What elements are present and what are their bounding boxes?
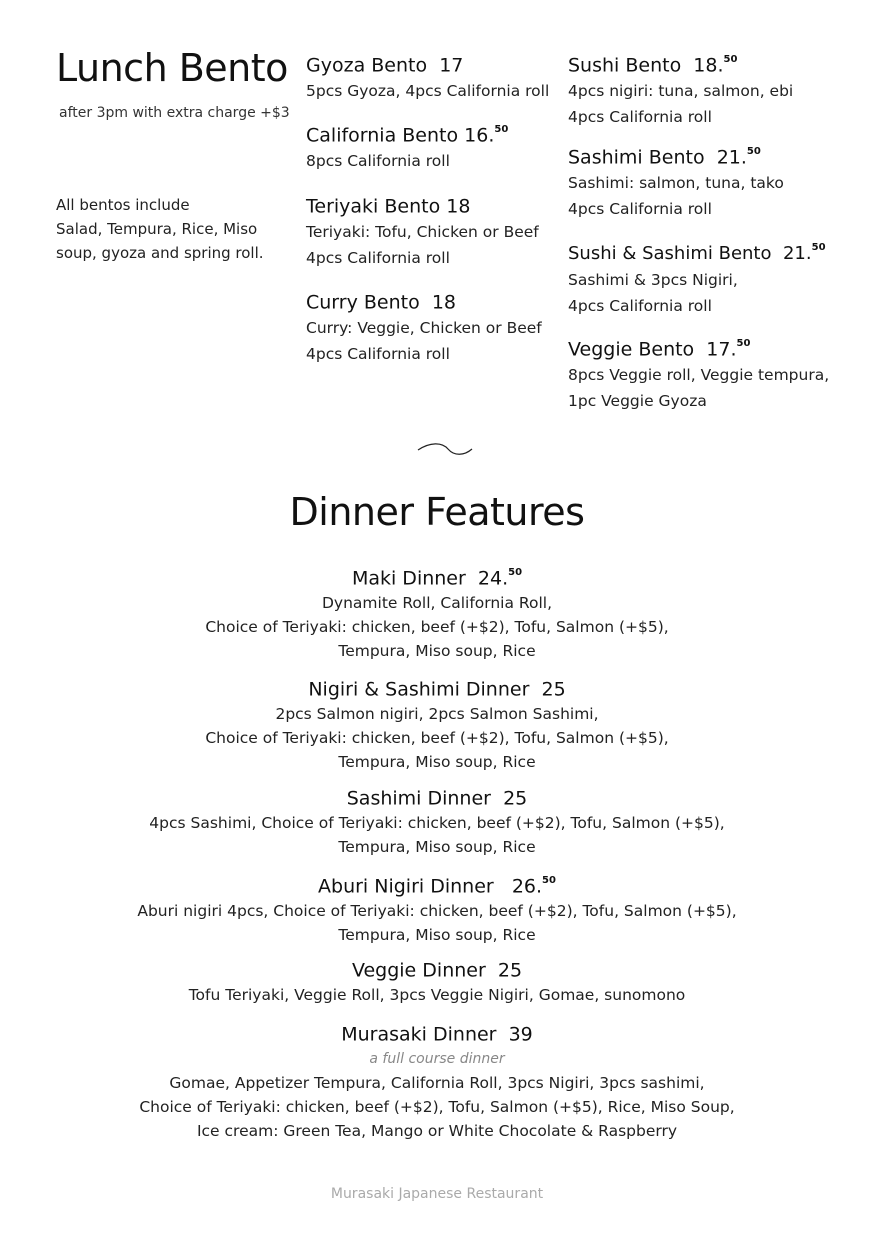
menu-item-california-bento: [306, 119, 508, 174]
menu-item-curry-bento: [306, 286, 542, 367]
menu-item-sushi-sashimi-bento: [568, 237, 826, 319]
menu-item-nigiri-sashimi-dinner: [0, 673, 874, 774]
item-desc: 5pcs Gyoza, 4pcs California roll: [306, 82, 550, 101]
item-desc: 4pcs nigiri: tuna, salmon, ebi: [568, 82, 794, 101]
item-name: Veggie Bento 17.50: [568, 338, 751, 361]
item-desc: Tempura, Miso soup, Rice: [338, 642, 536, 661]
item-subtitle: a full course dinner: [369, 1051, 505, 1068]
item-desc: Choice of Teriyaki: chicken, beef (+$2), Tofu, Salmon (+$5), Rice, Miso Soup,: [139, 1098, 735, 1117]
footer-restaurant-name: Murasaki Japanese Restaurant: [330, 1186, 544, 1202]
menu-item-sashimi-dinner: [0, 782, 874, 859]
menu-item-gyoza-bento: [306, 49, 549, 104]
item-desc: Tofu Teriyaki, Veggie Roll, 3pcs Veggie Nigiri, Gomae, sunomono: [188, 986, 686, 1005]
menu-item-sashimi-bento: [568, 141, 784, 222]
item-desc: 2pcs Salmon nigiri, 2pcs Salmon Sashimi,: [275, 705, 599, 724]
item-desc: Sashimi & 3pcs Nigiri,: [568, 271, 738, 289]
wave-divider-icon: [416, 440, 474, 464]
menu-item-aburi-nigiri-dinner: [0, 870, 874, 947]
lunch-note: after 3pm with extra charge +$3: [59, 105, 290, 121]
dinner-title: Dinner Features: [289, 490, 585, 534]
menu-item-sushi-bento: [568, 49, 793, 130]
item-desc: 4pcs California roll: [568, 297, 712, 315]
item-name: Gyoza Bento 17: [306, 54, 464, 77]
item-name: Teriyaki Bento 18: [306, 195, 471, 218]
item-name: Sushi & Sashimi Bento 21.50: [568, 242, 826, 264]
menu-item-maki-dinner: [0, 562, 874, 663]
item-name: Nigiri & Sashimi Dinner 25: [308, 678, 566, 701]
lunch-info-line: Salad, Tempura, Rice, Miso: [56, 220, 258, 238]
lunch-title: Lunch Bento: [56, 46, 288, 90]
item-desc: Choice of Teriyaki: chicken, beef (+$2), Tofu, Salmon (+$5),: [205, 729, 669, 748]
menu-item-murasaki-dinner: [0, 1018, 874, 1143]
item-desc: 4pcs California roll: [306, 249, 450, 268]
item-name: Curry Bento 18: [306, 291, 457, 314]
menu-item-veggie-bento: [568, 333, 829, 414]
item-desc: Tempura, Miso soup, Rice: [338, 926, 536, 945]
item-desc: Dynamite Roll, California Roll,: [321, 594, 553, 613]
item-desc: Choice of Teriyaki: chicken, beef (+$2), Tofu, Salmon (+$5),: [205, 618, 669, 637]
menu-item-teriyaki-bento: [306, 190, 539, 271]
item-desc: Tempura, Miso soup, Rice: [338, 753, 536, 772]
item-desc: Tempura, Miso soup, Rice: [338, 838, 536, 857]
item-name: California Bento 16.50: [306, 124, 509, 147]
item-desc: 8pcs Veggie roll, Veggie tempura,: [568, 366, 830, 385]
item-desc: 4pcs California roll: [306, 345, 450, 364]
lunch-info: [56, 193, 296, 265]
item-name: Sushi Bento 18.50: [568, 54, 738, 77]
item-name: Murasaki Dinner 39: [341, 1023, 533, 1046]
item-name: Veggie Dinner 25: [351, 959, 523, 982]
item-desc: 8pcs California roll: [306, 152, 450, 171]
item-desc: Teriyaki: Tofu, Chicken or Beef: [306, 223, 539, 242]
item-desc: 4pcs California roll: [568, 200, 712, 219]
item-desc: 1pc Veggie Gyoza: [568, 392, 707, 411]
item-name: Aburi Nigiri Dinner 26.50: [318, 875, 556, 898]
item-desc: Aburi nigiri 4pcs, Choice of Teriyaki: chicken, beef (+$2), Tofu, Salmon (+$5),: [137, 902, 737, 921]
item-desc: 4pcs California roll: [568, 108, 712, 127]
item-desc: Sashimi: salmon, tuna, tako: [568, 174, 784, 193]
lunch-info-line: All bentos include: [56, 196, 190, 214]
lunch-info-line: soup, gyoza and spring roll.: [56, 244, 264, 262]
item-name: Sashimi Bento 21.50: [568, 146, 761, 169]
menu-item-veggie-dinner: [0, 954, 874, 1007]
item-name: Maki Dinner 24.50: [351, 567, 523, 590]
item-desc: 4pcs Sashimi, Choice of Teriyaki: chicken, beef (+$2), Tofu, Salmon (+$5),: [149, 814, 725, 833]
item-desc: Gomae, Appetizer Tempura, California Roll, 3pcs Nigiri, 3pcs sashimi,: [169, 1074, 705, 1093]
item-desc: Ice cream: Green Tea, Mango or White Chocolate & Raspberry: [196, 1122, 678, 1141]
item-desc: Curry: Veggie, Chicken or Beef: [306, 319, 542, 338]
item-name: Sashimi Dinner 25: [346, 787, 528, 810]
